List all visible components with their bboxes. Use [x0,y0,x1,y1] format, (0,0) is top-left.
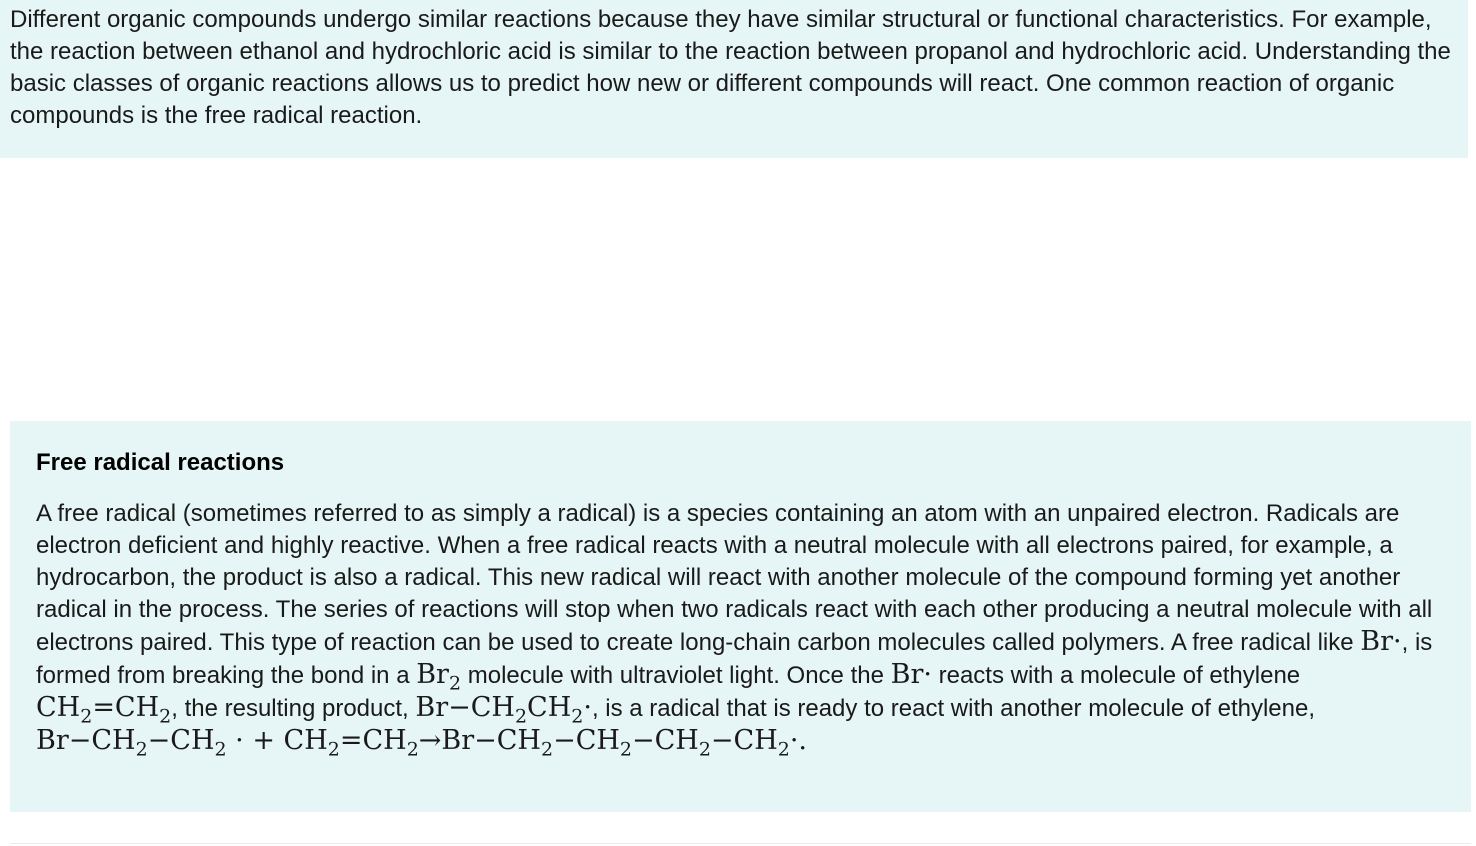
bottom-divider [10,843,1471,844]
intro-panel [0,0,1468,158]
paragraph-text-4: reacts with a molecule of ethylene [931,662,1301,689]
paragraph-text-6: , is a radical that is ready to react with another molecule of ethylene, [591,695,1315,722]
section-heading: Free radical reactions [36,449,285,476]
paragraph-text-3: molecule with ultraviolet light. Once the [461,662,891,689]
math-ethylene: $CH_2=CH_2$ [36,692,172,728]
free-radical-section [10,421,1471,812]
math-br-radical: Br· [1360,626,1402,657]
math-product: $Br-CH_2CH_2\cdot$ [415,692,592,728]
math-br2: $Br_2$ [416,659,462,695]
paragraph-text-5: , the resulting product, [171,695,416,722]
paragraph-text-1: A free radical (sometimes referred to as simply a radical) is a species containing an atom with an unpaired electron. Radicals are electron deficient and highly reactive. When a free radical reacts with a neutral molecule with all electrons paired, for example, a hydrocarbon, the product is also a radical. This new radical will react with another molecule of the compound forming yet another radical in the process. The series of reactions will stop when two radicals react with each other producing a neutral molecule with all electrons paired. This type of reaction can be used to create long-chain carbon molecules called polymers. A free radical like [36,500,1433,656]
math-br-radical-2: Br· [890,659,932,690]
paragraph-text-2: , is formed from breaking the bond in a [36,629,1433,689]
intro-paragraph: Different organic compounds undergo similar reactions because they have similar structural or functional characteristics. For example, the reaction between ethanol and hydrochloric acid is similar to the reaction between propanol and hydrochloric acid. Understanding the basic classes of organic reactions allows us to predict how new or different compounds will react. One common reaction of organic compounds is the free radical reaction. [10,6,1451,129]
section-paragraph [36,498,1445,761]
math-equation: $Br-CH_2-CH_2$ · + $CH_2=CH_2\to Br-CH_2-CH_2-CH_2-CH_2\cdot$. [36,725,808,761]
